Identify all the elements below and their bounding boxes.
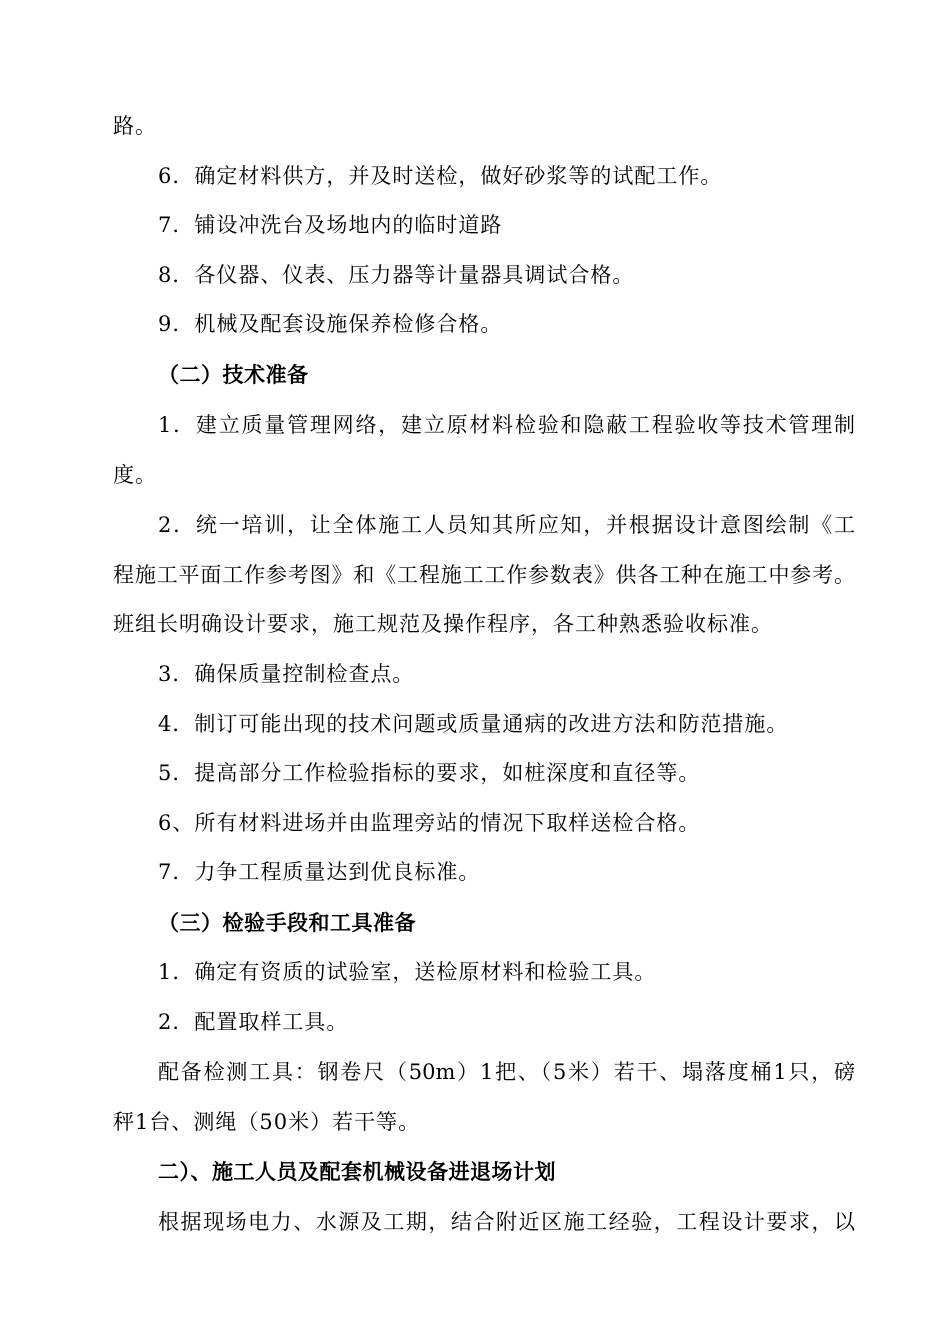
list-item: 6、所有材料进场并由监理旁站的情况下取样送检合格。	[158, 811, 701, 835]
text-line: 秤1台、测绳（50米）若干等。	[113, 1110, 421, 1134]
list-item: 7．力争工程质量达到优良标准。	[158, 860, 481, 884]
section-heading: （三）检验手段和工具准备	[158, 911, 416, 935]
list-item: 8．各仪器、仪表、压力器等计量器具调试合格。	[158, 263, 635, 287]
text-line: 程施工平面工作参考图》和《工程施工工作参数表》供各工种在施工中参考。	[113, 563, 855, 587]
list-item: 2．统一培训，让全体施工人员知其所应知，并根据设计意图绘制《工	[158, 513, 855, 537]
list-item: 3．确保质量控制检查点。	[158, 662, 415, 686]
list-item: 7．铺设冲洗台及场地内的临时道路	[158, 213, 503, 237]
text-line: 班组长明确设计要求，施工规范及操作程序，各工种熟悉验收标准。	[113, 612, 773, 636]
list-item: 5．提高部分工作检验指标的要求，如桩深度和直径等。	[158, 761, 701, 785]
text-line: 路。	[113, 114, 157, 138]
list-item: 6．确定材料供方，并及时送检，做好砂浆等的试配工作。	[158, 164, 723, 188]
list-item: 1．建立质量管理网络，建立原材料检验和隐蔽工程验收等技术管理制	[158, 413, 855, 437]
text-line: 根据现场电力、水源及工期，结合附近区施工经验，工程设计要求，以	[158, 1210, 855, 1234]
text-line: 度。	[113, 463, 157, 487]
text-line: 配备检测工具：钢卷尺（50m）1把、（5米）若干、塌落度桶1只，磅	[158, 1060, 855, 1084]
list-item: 1．确定有资质的试验室，送检原材料和检验工具。	[158, 960, 657, 984]
section-heading: 二）、施工人员及配套机械设备进退场计划	[158, 1160, 556, 1184]
section-heading: （二）技术准备	[158, 363, 309, 387]
list-item: 2．配置取样工具。	[158, 1010, 349, 1034]
list-item: 9．机械及配套设施保养检修合格。	[158, 312, 503, 336]
list-item: 4．制订可能出现的技术问题或质量通病的改进方法和防范措施。	[158, 712, 789, 736]
